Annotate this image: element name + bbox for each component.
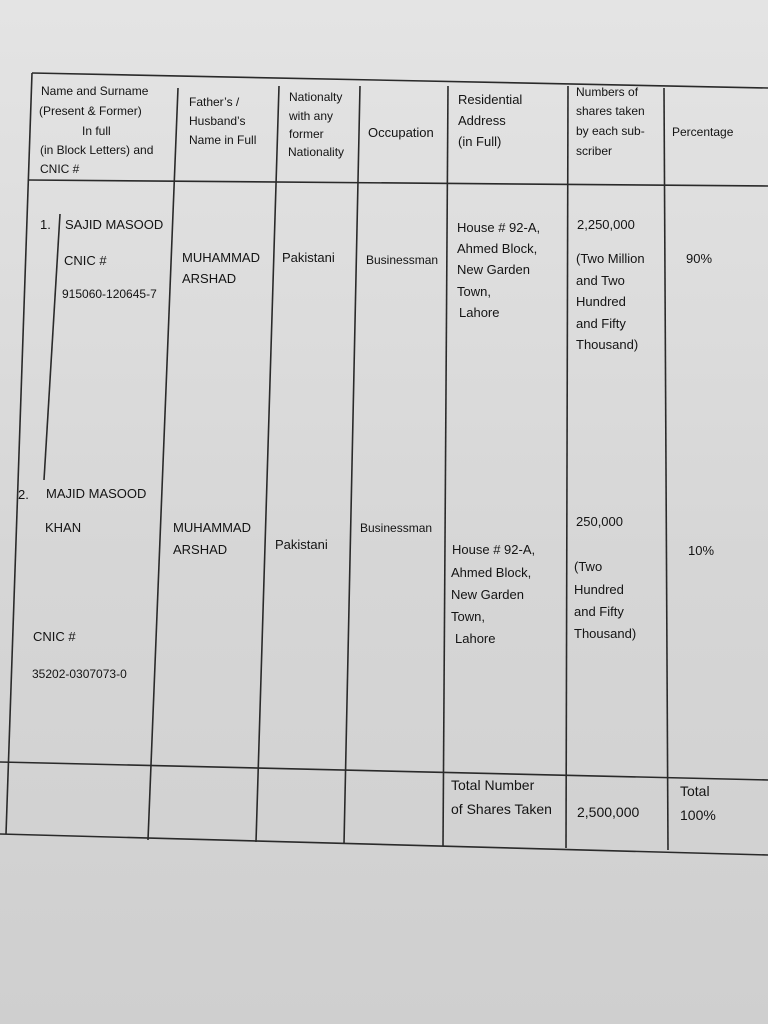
- cnic-number: 35202-0307073-0: [32, 667, 127, 681]
- address-line: Town,: [451, 609, 485, 624]
- header-nationality-line: Nationalty: [289, 90, 343, 104]
- shares-words-line: and Fifty: [576, 316, 626, 331]
- shares-count: 250,000: [576, 514, 623, 529]
- header-name-line: (in Block Letters) and: [40, 143, 154, 157]
- header-shares-line: by each sub-: [576, 124, 645, 138]
- header-address-line: Residential: [458, 92, 523, 107]
- percentage: 90%: [686, 251, 713, 266]
- header-name-line: In full: [82, 124, 111, 138]
- header-father-line: Name in Full: [189, 133, 257, 147]
- address-line: Lahore: [455, 631, 496, 646]
- address-line: New Garden: [457, 262, 530, 277]
- cnic-label: CNIC #: [33, 629, 76, 644]
- shares-words-line: (Two: [574, 559, 603, 574]
- occupation: Businessman: [360, 521, 433, 535]
- occupation: Businessman: [366, 253, 439, 267]
- header-shares-line: shares taken: [576, 104, 645, 118]
- header-shares-line: Numbers of: [576, 85, 639, 99]
- header-name-line: Name and Surname: [41, 84, 149, 98]
- total-label-line: of Shares Taken: [451, 801, 552, 817]
- address-line: Town,: [457, 284, 491, 299]
- header-nationality-line: former: [289, 127, 324, 141]
- row-serial: 2.: [18, 487, 29, 502]
- shares-words-line: Thousand): [576, 337, 639, 352]
- address-line: House # 92-A,: [457, 220, 541, 235]
- shares-words-line: and Fifty: [574, 604, 624, 619]
- nationality: Pakistani: [275, 537, 328, 552]
- header-nationality-line: Nationality: [288, 145, 345, 159]
- shares-words-line: Hundred: [574, 582, 624, 597]
- total-label-line: Total Number: [451, 777, 535, 793]
- header-father-line: Husband’s: [189, 114, 246, 128]
- header-nationality-line: with any: [289, 109, 334, 123]
- nationality: Pakistani: [282, 250, 335, 265]
- father-name-line: ARSHAD: [182, 271, 237, 286]
- shares-words-line: Thousand): [574, 626, 637, 641]
- header-address-line: (in Full): [458, 134, 502, 149]
- address-line: Ahmed Block,: [457, 241, 538, 256]
- header-occupation: Occupation: [368, 125, 434, 140]
- header-name-line: (Present & Former): [39, 104, 142, 118]
- father-name-line: ARSHAD: [173, 542, 228, 557]
- total-percentage-label: Total: [680, 783, 710, 799]
- address-line: House # 92-A,: [452, 542, 536, 557]
- header-name-line: CNIC #: [40, 162, 80, 176]
- address-line: New Garden: [451, 587, 524, 602]
- subscriber-name: SAJID MASOOD: [65, 217, 164, 232]
- total-percentage-value: 100%: [680, 807, 716, 823]
- percentage: 10%: [688, 543, 715, 558]
- father-name-line: MUHAMMAD: [182, 250, 260, 265]
- address-line: Ahmed Block,: [451, 565, 532, 580]
- total-shares: 2,500,000: [577, 804, 640, 820]
- father-name-line: MUHAMMAD: [173, 520, 251, 535]
- row-serial: 1.: [40, 217, 51, 232]
- shares-words-line: Hundred: [576, 294, 626, 309]
- subscriber-name-line: KHAN: [45, 520, 82, 535]
- cnic-number: 915060-120645-7: [62, 287, 157, 301]
- header-father-line: Father’s /: [189, 95, 240, 109]
- shares-count: 2,250,000: [577, 217, 635, 232]
- cnic-label: CNIC #: [64, 253, 107, 268]
- header-shares-line: scriber: [576, 144, 613, 158]
- subscriber-name-line: MAJID MASOOD: [46, 486, 147, 501]
- address-line: Lahore: [459, 305, 500, 320]
- header-address-line: Address: [458, 113, 506, 128]
- shares-words-line: and Two: [576, 273, 625, 288]
- header-percentage: Percentage: [672, 125, 734, 139]
- shares-words-line: (Two Million: [576, 251, 645, 266]
